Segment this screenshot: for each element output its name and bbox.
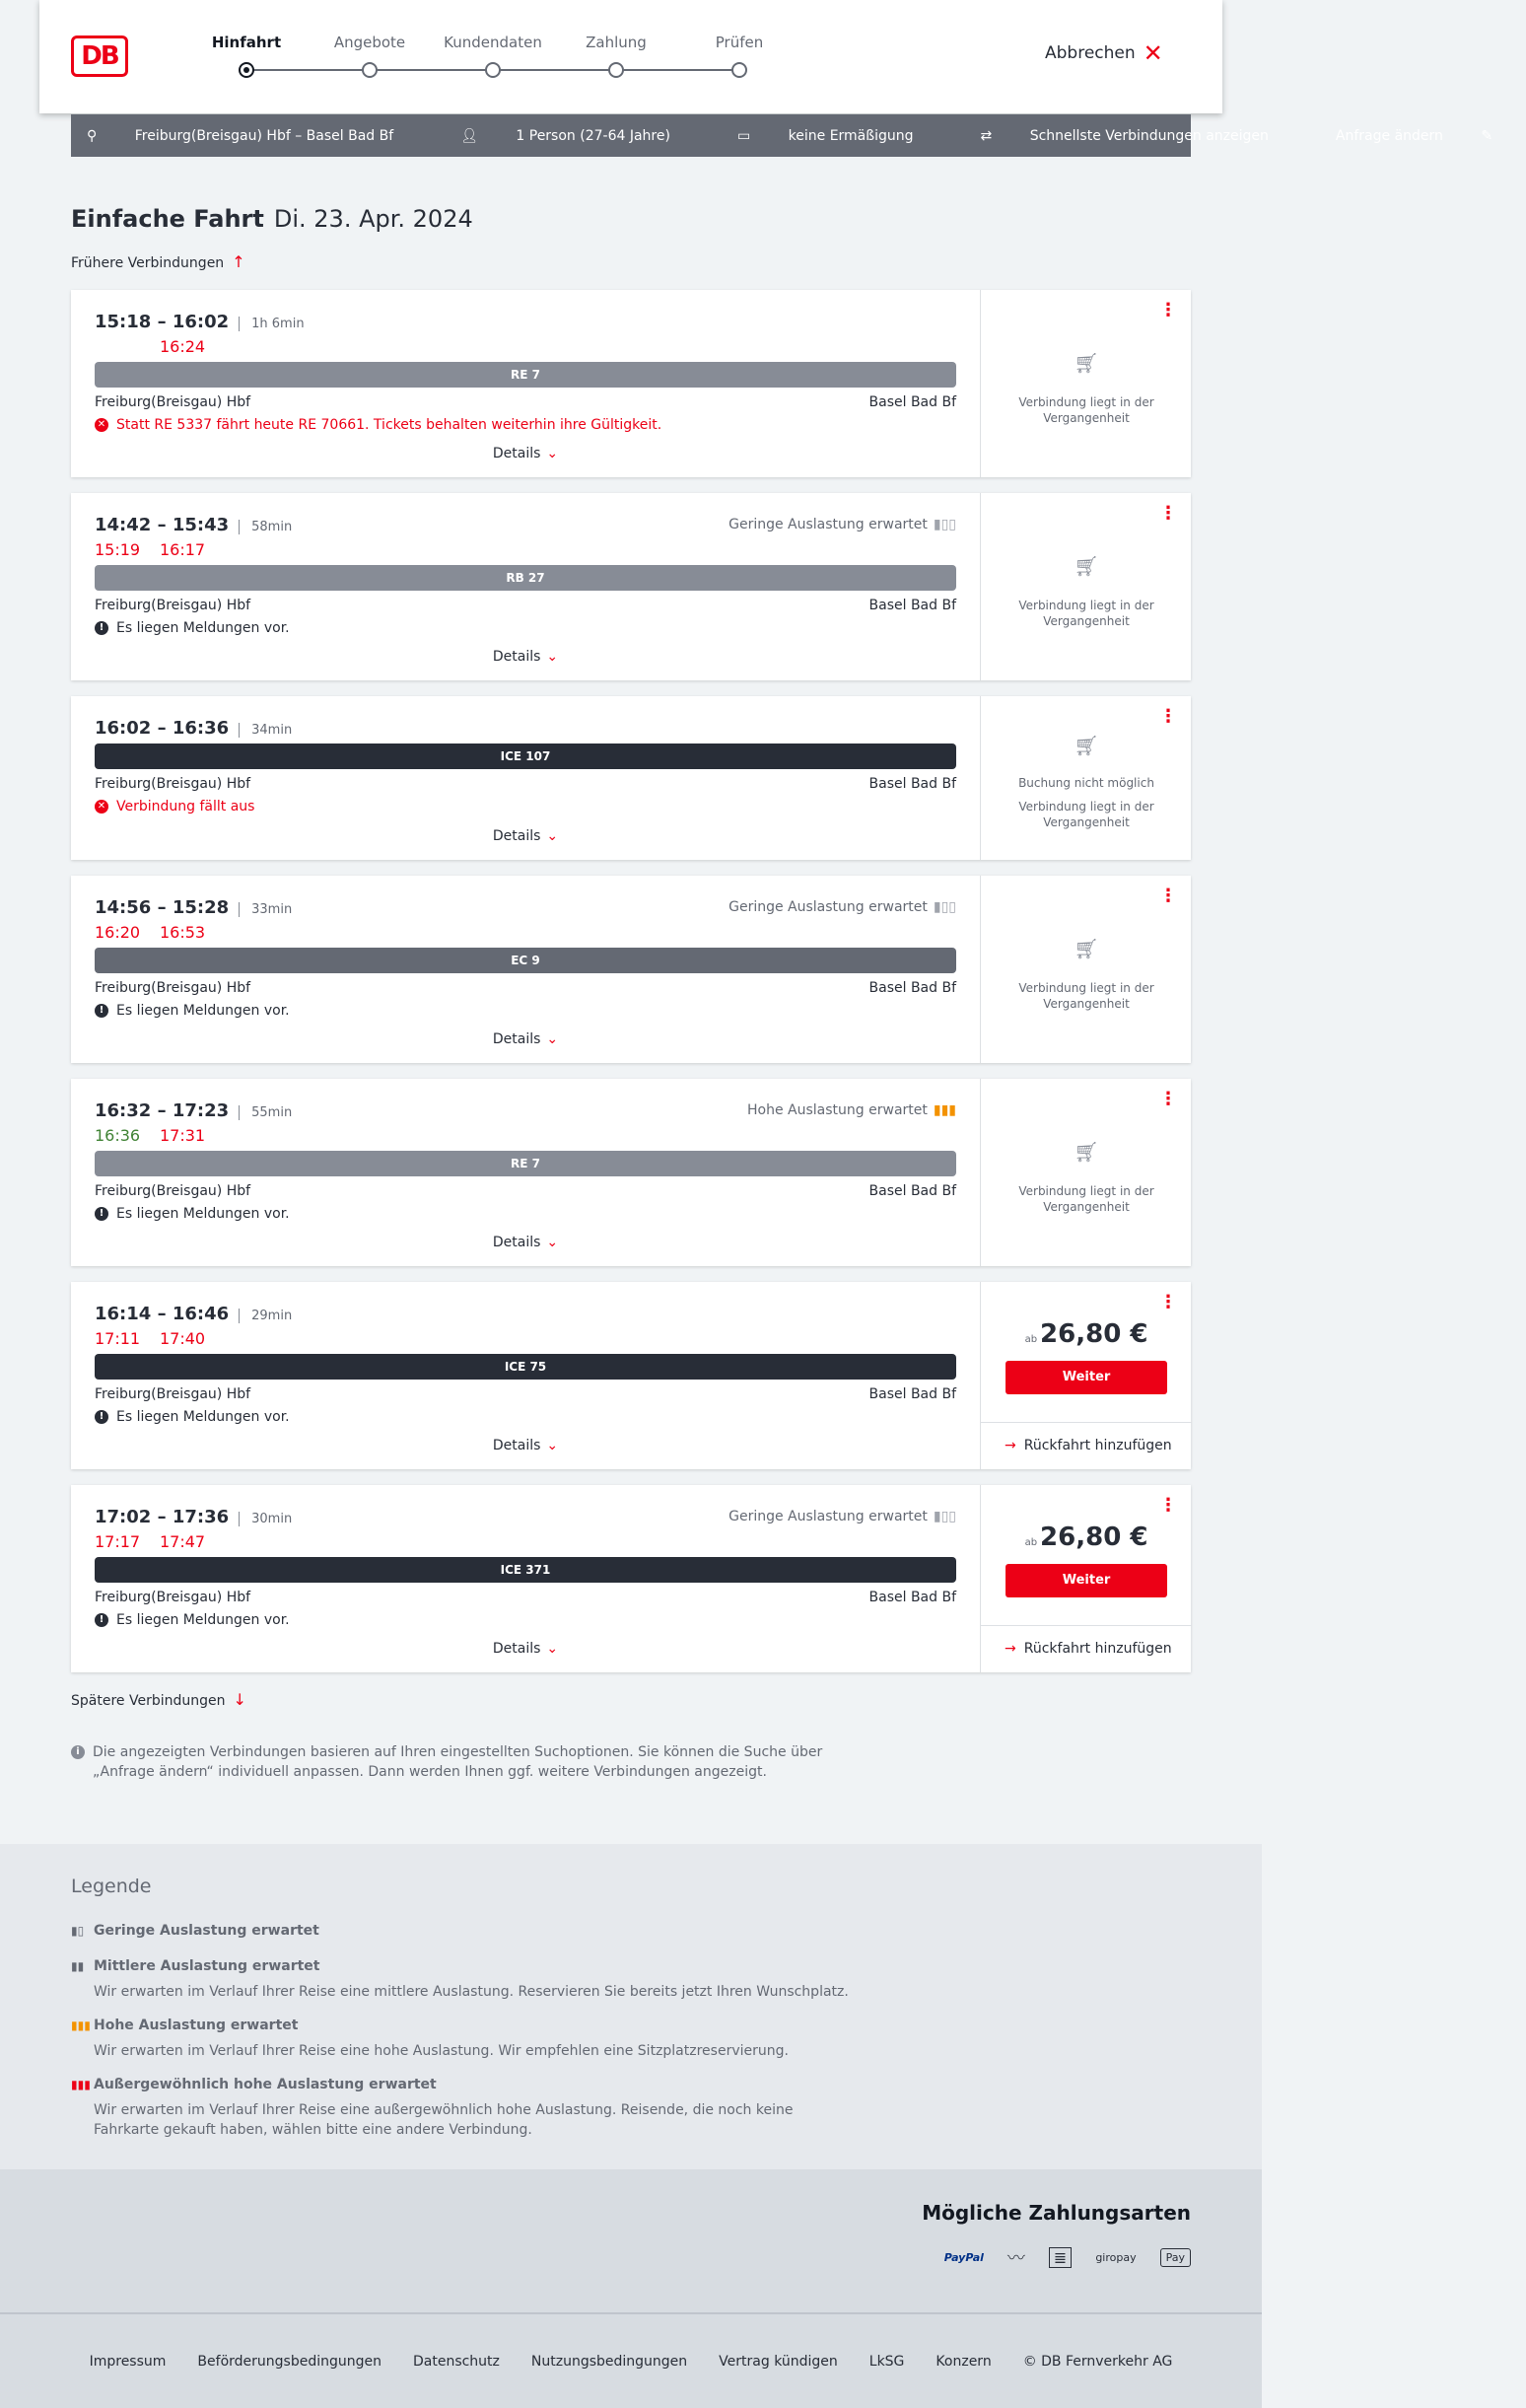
connection-main[interactable] [71, 1282, 980, 1469]
status-text: Verbindung liegt in der Vergangenheit [1018, 800, 1154, 829]
occupancy-low-icon: ▮▯▯ [933, 1509, 956, 1524]
footer-link-konzern[interactable]: Konzern [936, 2353, 992, 2370]
step-dot [731, 62, 747, 78]
cart-unavailable-icon: 🛒︎ [1074, 351, 1099, 375]
search-info [71, 1742, 840, 1782]
message [95, 1409, 290, 1425]
connection-side [980, 493, 1191, 680]
legend-title: Legende [71, 1876, 152, 1897]
connection-times [95, 1304, 292, 1324]
duration: 29min [239, 1309, 292, 1323]
chevron-down-icon: ⌄ [546, 446, 559, 461]
giropay-icon: giropay [1095, 2250, 1137, 2264]
change-query-label: Anfrage ändern [1335, 127, 1443, 144]
details-toggle[interactable] [71, 1031, 980, 1047]
step-pruefen[interactable]: Prüfen [680, 34, 798, 51]
cart-unavailable-icon: 🛒︎ [1074, 734, 1099, 757]
arrow-down-icon: ↓ [233, 1690, 246, 1709]
message-text: Es liegen Meldungen vor. [116, 1612, 290, 1628]
step-kundendaten[interactable]: Kundendaten [434, 34, 552, 51]
continue-button[interactable]: Weiter [1006, 1361, 1167, 1394]
cancel-button[interactable] [1045, 39, 1222, 67]
more-options-icon[interactable]: ⋮ [1159, 1089, 1177, 1109]
more-options-icon[interactable]: ⋮ [1159, 706, 1177, 727]
more-options-icon[interactable]: ⋮ [1159, 503, 1177, 524]
swap-icon: ⇄ [980, 127, 997, 144]
connection-main[interactable] [71, 1485, 980, 1672]
message-text: Es liegen Meldungen vor. [116, 1409, 290, 1425]
message-text: Verbindung fällt aus [116, 799, 255, 814]
status-text: Verbindung liegt in der Vergangenheit [1018, 1184, 1154, 1214]
planned-times: 16:02 – 16:36 [95, 718, 230, 739]
close-icon: ✕ [1143, 39, 1163, 67]
add-return-button[interactable] [981, 1625, 1192, 1672]
connection-main[interactable] [71, 876, 980, 1063]
connection-side [980, 876, 1191, 1063]
arrival-station: Basel Bad Bf [868, 1386, 956, 1402]
connection-side [980, 1485, 1191, 1672]
earlier-label: Frühere Verbindungen [71, 255, 225, 271]
status-text: Verbindung liegt in der Vergangenheit [1018, 395, 1154, 425]
query-bar [71, 114, 1493, 157]
realtime-departure: 17:17 [95, 1532, 141, 1551]
details-toggle[interactable] [71, 1641, 980, 1657]
planned-times: 14:42 – 15:43 [95, 515, 230, 535]
occupancy-extreme-icon: ▮▮▮ [71, 2078, 91, 2091]
departure-station: Freiburg(Breisgau) Hbf [95, 598, 251, 613]
realtime-departure: 15:19 [95, 540, 141, 559]
occupancy [728, 517, 956, 532]
realtime-arrival: 17:31 [160, 1126, 206, 1145]
details-toggle[interactable] [71, 649, 980, 665]
option-text: Schnellste Verbindungen anzeigen [1029, 127, 1269, 144]
message-text: Es liegen Meldungen vor. [116, 620, 290, 636]
occupancy-text: Geringe Auslastung erwartet [728, 899, 928, 915]
details-label: Details [492, 1438, 541, 1453]
continue-button[interactable]: Weiter [1006, 1564, 1167, 1597]
trip-date: Di. 23. Apr. 2024 [273, 205, 473, 233]
connection-card [71, 1079, 1191, 1266]
message-text: Es liegen Meldungen vor. [116, 1206, 290, 1222]
planned-times: 17:02 – 17:36 [95, 1507, 230, 1527]
step-hinfahrt[interactable]: Hinfahrt [187, 34, 306, 51]
card-icon: ▭ [736, 127, 755, 144]
route-summary[interactable] [87, 128, 427, 144]
details-label: Details [492, 828, 541, 844]
route-text: Freiburg(Breisgau) Hbf – Basel Bad Bf [134, 127, 394, 144]
train-bar[interactable]: RB 27 [95, 565, 956, 591]
cancel-label: Abbrechen [1045, 43, 1136, 63]
arrow-up-icon: ↑ [232, 252, 245, 271]
connection-card [71, 290, 1191, 477]
realtime [95, 337, 225, 356]
connection-card [71, 696, 1191, 860]
legend-item-title: Geringe Auslastung erwartet [94, 1923, 319, 1939]
cart-unavailable-icon: 🛒︎ [1074, 1140, 1099, 1164]
alert-icon: ! [95, 1004, 108, 1018]
duration: 34min [239, 723, 292, 738]
price-prefix: ab [1024, 1537, 1038, 1548]
connection-card [71, 1282, 1191, 1469]
occupancy-low-icon: ▮▯▯ [933, 899, 956, 915]
details-toggle[interactable] [71, 1235, 980, 1250]
connection-side [980, 1282, 1191, 1469]
details-label: Details [492, 1235, 541, 1250]
departure-station: Freiburg(Breisgau) Hbf [95, 394, 251, 410]
occupancy [728, 1509, 956, 1524]
payment-title: Mögliche Zahlungsarten [922, 2201, 1191, 2225]
passenger-summary[interactable] [460, 128, 704, 144]
change-query-button[interactable] [1336, 128, 1526, 144]
chevron-down-icon: ⌄ [546, 1235, 559, 1250]
more-options-icon[interactable]: ⋮ [1159, 1495, 1177, 1516]
arrival-station: Basel Bad Bf [868, 776, 956, 792]
connection-times [95, 312, 305, 332]
discount-summary[interactable] [737, 128, 947, 144]
footer-link-lksg[interactable]: LkSG [868, 2353, 905, 2370]
connection-times [95, 718, 292, 739]
more-options-icon[interactable]: ⋮ [1159, 885, 1177, 906]
departure-station: Freiburg(Breisgau) Hbf [95, 980, 251, 996]
info-text: Die angezeigten Verbindungen basieren auf Ihren eingestellten Suchoptionen. Sie können die Suche über „Anfrage ändern“ individuell anpassen. Dann werden Ihnen ggf. weitere Verbindungen angezeigt. [93, 1744, 823, 1780]
duration: 55min [239, 1105, 292, 1120]
more-options-icon[interactable]: ⋮ [1159, 300, 1177, 320]
error-icon: ✕ [95, 418, 108, 432]
legend-item-title: Hohe Auslastung erwartet [94, 2018, 299, 2033]
status-text: Verbindung liegt in der Vergangenheit [1018, 981, 1154, 1011]
connection-card [71, 1485, 1191, 1672]
person-icon: 👤︎ [460, 127, 483, 144]
occupancy [747, 1102, 956, 1118]
occupancy-text: Hohe Auslastung erwartet [747, 1102, 928, 1118]
connection-card [71, 493, 1191, 680]
message-text: Statt RE 5337 fährt heute RE 70661. Tickets behalten weiterhin ihre Gültigkeit. [116, 417, 662, 433]
alert-icon: ! [95, 1207, 108, 1221]
train-bar[interactable]: ICE 371 [95, 1557, 956, 1583]
details-toggle[interactable] [71, 1438, 980, 1453]
price-prefix: ab [1024, 1334, 1038, 1345]
details-toggle[interactable] [71, 446, 980, 461]
departure-station: Freiburg(Breisgau) Hbf [95, 1386, 251, 1402]
connection-times [95, 1507, 292, 1527]
payment-methods [944, 2244, 1191, 2270]
footer-copyright: © DB Fernverkehr AG [1022, 2353, 1173, 2370]
cart-unavailable-icon: 🛒︎ [1074, 554, 1099, 578]
train-bar[interactable]: ICE 107 [95, 744, 956, 769]
occupancy-low-icon: ▮▯▯ [933, 517, 956, 532]
chevron-down-icon: ⌄ [546, 1031, 559, 1047]
message [95, 1003, 290, 1019]
connection-main[interactable] [71, 290, 980, 477]
message [95, 620, 290, 636]
realtime-departure: 16:20 [95, 923, 141, 942]
legend-item-desc: Wir erwarten im Verlauf Ihrer Reise eine außergewöhnlich hohe Auslastung. Reisende, die noch keine Fahrkarte gekauft haben, wählen bitte eine andere Verbindung. [94, 2102, 794, 2138]
arrival-station: Basel Bad Bf [868, 1183, 956, 1199]
footer-link-datenschutz[interactable]: Datenschutz [412, 2353, 500, 2370]
train-bar[interactable]: RE 7 [95, 362, 956, 388]
connection-times [95, 1100, 292, 1121]
occupancy-medium-icon: ▮▮ [71, 1959, 85, 1973]
train-bar[interactable]: RE 7 [95, 1151, 956, 1176]
message [95, 799, 254, 814]
arrival-station: Basel Bad Bf [868, 394, 956, 410]
info-icon: i [71, 1745, 85, 1759]
duration: 30min [239, 1512, 292, 1526]
price-value: 26,80 € [1040, 1319, 1148, 1349]
footer-link-nutzung[interactable]: Nutzungsbedingungen [530, 2353, 688, 2370]
chevron-down-icon: ⌄ [546, 1641, 559, 1657]
connection-times [95, 515, 292, 535]
planned-times: 14:56 – 15:28 [95, 897, 230, 918]
connection-side [980, 696, 1191, 860]
legend-item [71, 2018, 860, 2061]
alert-icon: ! [95, 1613, 108, 1627]
details-label: Details [492, 649, 541, 665]
connection-times [95, 897, 292, 918]
add-return-button[interactable] [981, 1422, 1192, 1469]
price-value: 26,80 € [1040, 1523, 1148, 1552]
price [981, 1523, 1192, 1552]
arrival-station: Basel Bad Bf [868, 1590, 956, 1605]
planned-times: 16:14 – 16:46 [95, 1304, 230, 1324]
arrow-right-icon: → [1005, 1438, 1016, 1453]
legend-item-desc: Wir erwarten im Verlauf Ihrer Reise eine hohe Auslastung. Wir empfehlen eine Sitzplatzreservierung. [94, 2043, 789, 2059]
realtime-arrival: 16:53 [160, 923, 206, 942]
departure-station: Freiburg(Breisgau) Hbf [95, 1590, 251, 1605]
connection-main[interactable] [71, 1079, 980, 1266]
step-dot [608, 62, 624, 78]
chevron-down-icon: ⌄ [546, 649, 559, 665]
cart-unavailable-icon: 🛒︎ [1074, 937, 1099, 960]
footer-link-impressum[interactable]: Impressum [89, 2353, 167, 2370]
legend-item-title: Mittlere Auslastung erwartet [94, 1958, 320, 1974]
legend-item [71, 1923, 860, 1939]
occupancy-high-icon: ▮▮▮ [933, 1102, 956, 1118]
price [981, 1319, 1192, 1349]
location-pin-icon: ⚲ [87, 127, 102, 144]
details-label: Details [492, 1641, 541, 1657]
message [95, 1612, 290, 1628]
alert-icon: ! [95, 621, 108, 635]
connection-side [980, 1079, 1191, 1266]
occupancy [728, 899, 956, 915]
arrival-station: Basel Bad Bf [868, 598, 956, 613]
message [95, 417, 661, 433]
progress-steps [207, 34, 764, 83]
realtime-arrival: 17:47 [160, 1532, 206, 1551]
details-label: Details [492, 1031, 541, 1047]
apple-pay-icon [1160, 2248, 1191, 2267]
details-toggle[interactable] [71, 828, 980, 844]
message-text: Es liegen Meldungen vor. [116, 1003, 290, 1019]
booking-status: Buchung nicht möglich [1018, 776, 1154, 790]
passenger-text: 1 Person (27-64 Jahre) [516, 127, 670, 144]
option-summary[interactable] [981, 128, 1302, 144]
step-angebote[interactable]: Angebote [311, 34, 429, 51]
message [95, 1206, 290, 1222]
legend-section [0, 1844, 1262, 2169]
legend-item-title: Außergewöhnlich hohe Auslastung erwartet [94, 2077, 437, 2092]
footer [0, 2312, 1262, 2408]
realtime [95, 540, 225, 559]
payment-section [0, 2169, 1262, 2312]
arrow-right-icon: → [1005, 1641, 1016, 1657]
apple-pay-label: Pay [1165, 2250, 1185, 2264]
duration: 1h 6min [239, 317, 304, 331]
realtime-arrival: 16:17 [160, 540, 206, 559]
earlier-connections-link[interactable] [71, 252, 245, 271]
connection-main[interactable] [71, 696, 980, 860]
train-bar[interactable]: EC 9 [95, 948, 956, 973]
later-label: Spätere Verbindungen [71, 1693, 226, 1709]
connection-card [71, 876, 1191, 1063]
legend-item-desc: Wir erwarten im Verlauf Ihrer Reise eine mittlere Auslastung. Reservieren Sie bereits jetzt Ihren Wunschplatz. [94, 1984, 849, 2000]
planned-times: 15:18 – 16:02 [95, 312, 230, 332]
more-options-icon[interactable]: ⋮ [1159, 1292, 1177, 1312]
chevron-down-icon: ⌄ [546, 1438, 559, 1453]
occupancy-high-icon: ▮▮▮ [71, 2018, 91, 2032]
occupancy-low-icon: ▮▯ [71, 1924, 85, 1938]
add-return-label: Rückfahrt hinzufügen [1023, 1438, 1172, 1453]
add-return-label: Rückfahrt hinzufügen [1023, 1641, 1172, 1657]
trip-type: Einfache Fahrt [71, 205, 264, 233]
footer-link-kuendigen[interactable]: Vertrag kündigen [719, 2353, 838, 2370]
status-text: Verbindung liegt in der Vergangenheit [1018, 599, 1154, 628]
later-connections-link[interactable] [71, 1690, 246, 1709]
db-logo[interactable]: DB [71, 35, 128, 77]
realtime [95, 923, 225, 942]
footer-link-befoerderung[interactable]: Beförderungsbedingungen [197, 2353, 382, 2370]
paypal-icon: PayPal [943, 2250, 984, 2264]
legend-item [71, 2077, 860, 2140]
occupancy-text: Geringe Auslastung erwartet [728, 517, 928, 532]
error-icon: ✕ [95, 800, 108, 814]
planned-times: 16:32 – 17:23 [95, 1100, 230, 1121]
realtime [95, 1329, 225, 1348]
connection-main[interactable] [71, 493, 980, 680]
realtime [95, 1126, 225, 1145]
realtime-arrival: 17:40 [160, 1329, 206, 1348]
connection-side [980, 290, 1191, 477]
card-payment-icon: 〰 [1006, 2248, 1025, 2269]
train-bar[interactable]: ICE 75 [95, 1354, 956, 1380]
legend-item [71, 1958, 860, 2002]
arrival-station: Basel Bad Bf [868, 980, 956, 996]
occupancy-text: Geringe Auslastung erwartet [728, 1509, 928, 1524]
step-dot [362, 62, 378, 78]
chevron-down-icon: ⌄ [546, 828, 559, 844]
step-dot [239, 62, 254, 78]
pencil-icon: ✎ [1476, 127, 1493, 144]
step-zahlung[interactable]: Zahlung [557, 34, 675, 51]
details-label: Details [492, 446, 541, 461]
realtime [95, 1532, 225, 1551]
realtime-arrival: 16:24 [160, 337, 206, 356]
sepa-icon: ≣ [1049, 2247, 1072, 2268]
duration: 58min [239, 520, 292, 534]
discount-text: keine Ermäßigung [788, 127, 914, 144]
departure-station: Freiburg(Breisgau) Hbf [95, 1183, 251, 1199]
duration: 33min [239, 902, 292, 917]
departure-station: Freiburg(Breisgau) Hbf [95, 776, 251, 792]
alert-icon: ! [95, 1410, 108, 1424]
realtime-departure: 17:11 [95, 1329, 141, 1348]
header [39, 0, 1222, 113]
step-dot [485, 62, 501, 78]
page-title [71, 205, 473, 233]
realtime-departure: 16:36 [95, 1126, 141, 1145]
